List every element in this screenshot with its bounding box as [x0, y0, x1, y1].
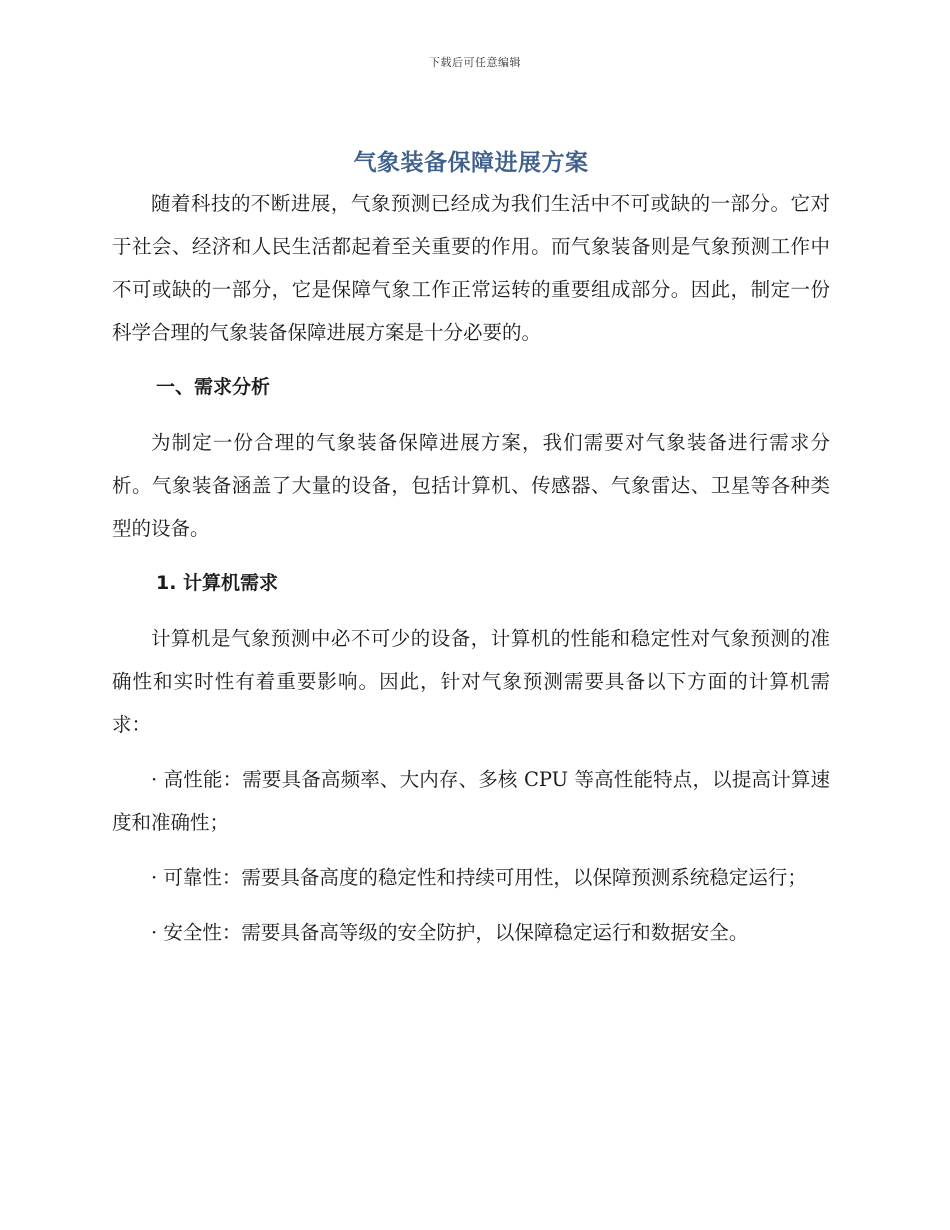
subsection-heading-computer-needs: 1. 计算机需求 — [156, 572, 279, 594]
section-heading-demand-analysis: 一、需求分析 — [156, 376, 271, 398]
bullet-item-performance: · 高性能：需要具备高频率、大内存、多核 CPU 等高性能特点，以提高计算速度和准确性； — [112, 768, 830, 834]
intro-paragraph: 随着科技的不断进展，气象预测已经成为我们生活中不可或缺的一部分。它对于社会、经济和人民生活都起着至关重要的作用。而气象装备则是气象预测工作中不可或缺的一部分，它是保障气象工作正常运转的重要组成部分。因此，制定一份科学合理的气象装备保障进展方案是十分必要的。 — [112, 192, 830, 344]
section-paragraph-demand-analysis: 为制定一份合理的气象装备保障进展方案，我们需要对气象装备进行需求分析。气象装备涵盖了大量的设备，包括计算机、传感器、气象雷达、卫星等各种类型的设备。 — [112, 431, 830, 540]
bullet-item-reliability: · 可靠性：需要具备高度的稳定性和持续可用性，以保障预测系统稳定运行； — [151, 866, 807, 889]
header-note: 下载后可任意编辑 — [429, 56, 521, 69]
bullet-item-security: · 安全性：需要具备高等级的安全防护，以保障稳定运行和数据安全。 — [151, 921, 749, 944]
document-body — [112, 146, 830, 954]
subsection-paragraph-computer-needs: 计算机是气象预测中必不可少的设备，计算机的性能和稳定性对气象预测的准确性和实时性有着重要影响。因此，针对气象预测需要具备以下方面的计算机需求： — [112, 627, 830, 736]
document-title: 气象装备保障进展方案 — [353, 150, 589, 176]
